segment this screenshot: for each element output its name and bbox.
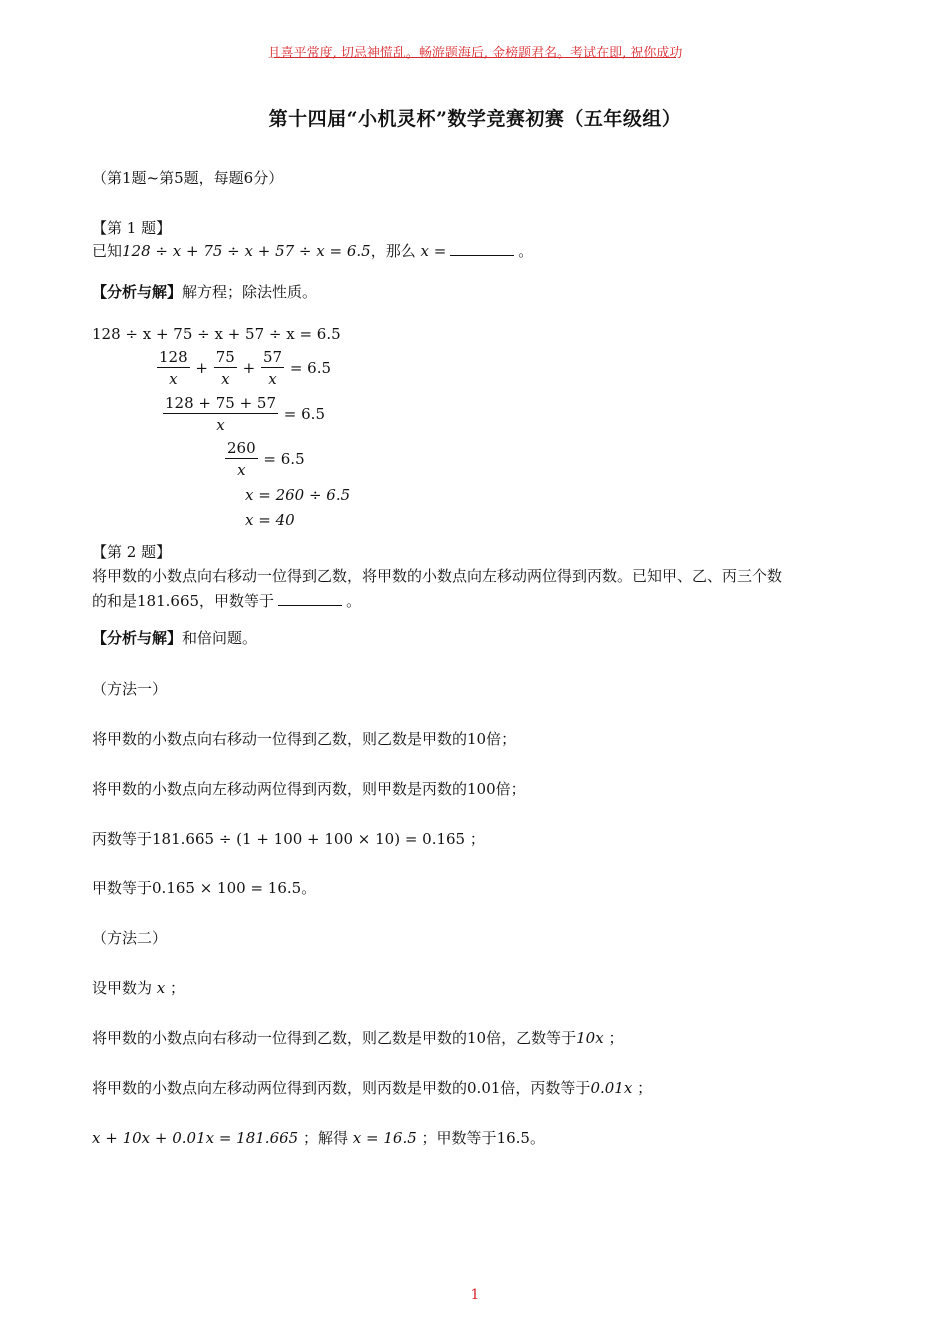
q1-answer-blank [450,243,514,256]
q2-stem-value: 181.665 [137,592,200,610]
q2-m1-line4: 甲数等于0.165 × 100 = 16.5。 [92,879,317,897]
q1-stem [92,241,533,261]
q1-step3-rhs: = 6.5 [283,405,325,423]
q1-analysis-text: 解方程；除法性质。 [182,283,318,301]
q2-m2-line1: 设甲数为 x ； [92,979,186,997]
q2-answer-blank [278,593,342,606]
q2-stem-line1: 将甲数的小数点向右移动一位得到乙数，将甲数的小数点向左移动两位得到丙数。已知甲、乙、丙三个数 [92,567,783,585]
q1-step2-frac2: $\frac{75}{x}$ [215,348,235,388]
q2-m1-line4-expr: 0.165 × 100 = 16.5 [152,879,302,897]
q1-analysis-label: 【分析与解】 [92,283,183,301]
q1-stem-expr: 128 ÷ x + 75 ÷ x + 57 ÷ x = 6.5 [122,242,371,260]
q2-analysis-label: 【分析与解】 [92,629,183,647]
q2-stem-line2: 的和是181.665，甲数等于 。 [92,592,362,610]
q1-step3 [162,394,325,434]
q2-m1-line1: 将甲数的小数点向右移动一位得到乙数，则乙数是甲数的10倍； [92,730,517,748]
q1-stem-mid: ，那么 [370,242,416,260]
q1-analysis [92,282,317,302]
header-motto: 且喜平常度, 切忌神慌乱。畅游题海后, 金榜题君名。考试在即, 祝你成功 [267,46,683,61]
q2-m2-line2: 将甲数的小数点向右移动一位得到乙数，则乙数是甲数的10倍，乙数等于10x ； [92,1029,624,1047]
q2-m1-line3: 丙数等于181.665 ÷ (1 + 100 + 100 × 10) = 0.165 ； [92,830,485,848]
q1-step2-frac3: $\frac{57}{x}$ [262,348,283,388]
q1-step4 [224,439,305,479]
q2-m1-line3-expr: 181.665 ÷ (1 + 100 + 100 × 10) = 0.165 [152,830,466,848]
q1-label: 【第 1 题】 [92,219,172,237]
q1-stem-end: 。 [518,242,534,260]
section-note: （第1题~第5题，每题6分） [92,169,284,187]
page-title: 第十四届“小机灵杯”数学竞赛初赛（五年级组） [268,108,682,130]
q2-analysis-text: 和倍问题。 [182,629,258,647]
q2-method2-label: （方法二） [92,929,168,947]
q2-m2-line3: 将甲数的小数点向左移动两位得到丙数，则丙数是甲数的0.01倍，丙数等于0.01x ； [92,1079,653,1097]
q1-step3-frac: $\frac{128 + 75 + 57}{x}$ [165,394,277,434]
q2-analysis [92,628,257,648]
q1-step4-frac: $\frac{260}{x}$ [227,439,256,479]
q1-stem-prefix: 已知 [92,242,123,260]
q1-step2: $\frac{128}{x}$ + $\frac{75}{x}$ + $\frac{57}{x}$ = 6.5 [159,348,332,388]
q1-step4-rhs: = 6.5 [263,450,305,468]
q1-step6: x = 40 [245,511,295,529]
q2-label: 【第 2 题】 [92,543,172,561]
page-number: 1 [470,1287,480,1303]
q1-step2-frac1: $\frac{128}{x}$ [159,348,188,388]
q2-method1-label: （方法一） [92,680,168,698]
q1-step5: x = 260 ÷ 6.5 [245,486,351,504]
q2-m2-line4: x + 10x + 0.01x = 181.665 ；解得 x = 16.5 ；甲数等于16.5。 [92,1129,545,1147]
q2-m1-line2: 将甲数的小数点向左移动两位得到丙数，则甲数是丙数的100倍； [92,780,526,798]
header-underline [274,57,676,58]
q2-m2-line4-expr: x + 10x + 0.01x = 181.665 [92,1129,299,1147]
q1-step2-rhs: = 6.5 [289,359,332,377]
q1-step1: 128 ÷ x + 75 ÷ x + 57 ÷ x = 6.5 [92,325,341,343]
q1-stem-var: x = [420,242,447,260]
